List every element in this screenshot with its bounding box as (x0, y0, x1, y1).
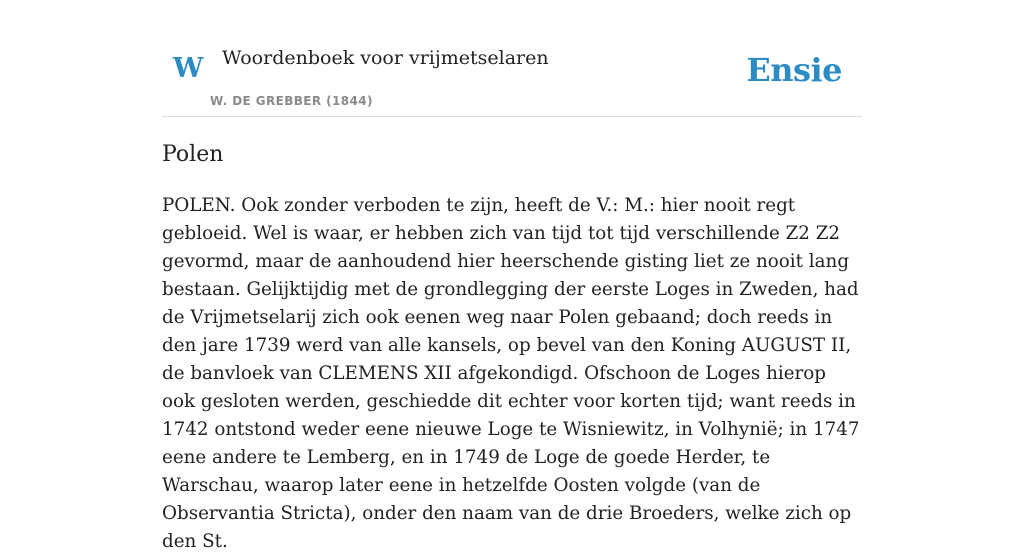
book-author: W. DE GREBBER (1844) (210, 94, 373, 108)
book-logo[interactable]: W (173, 53, 204, 84)
entry-title: Polen (162, 142, 224, 167)
entry-body: POLEN. Ook zonder verboden te zijn, heeft de V.: M.: hier nooit regt gebloeid. Wel is waar, er hebben zich van tijd tot tijd verschillende Z2 Z2 gevormd, maar de aanhoudend hier heerschende gisting liet ze nooit lang bestaan. Gelijktijdig met de grondlegging der eerste Loges in Zweden, had de Vrijmetselarij zich ook eenen weg naar Polen gebaand; doch reeds in den jare 1739 werd van alle kansels, op bevel van den Koning AUGUST II, de banvloek van CLEMENS XII afgekondigd. Ofschoon de Loges hierop ook gesloten werden, geschiedde dit echter voor korten tijd; want reeds in 1742 ontstond weder eene nieuwe Loge te Wisniewitz, in Volhynië; in 1747 eene andere te Lemberg, en in 1749 de Loge de goede Herder, te Warschau, waarop later eene in hetzelfde Oosten volgde (van de Observantia Stricta), onder den naam van de drie Broeders, welke zich op den St. (162, 195, 860, 552)
book-header (162, 0, 862, 117)
ensie-logo-link[interactable]: Ensie (746, 51, 842, 89)
book-title-link[interactable]: Woordenboek voor vrijmetselaren (222, 47, 549, 69)
